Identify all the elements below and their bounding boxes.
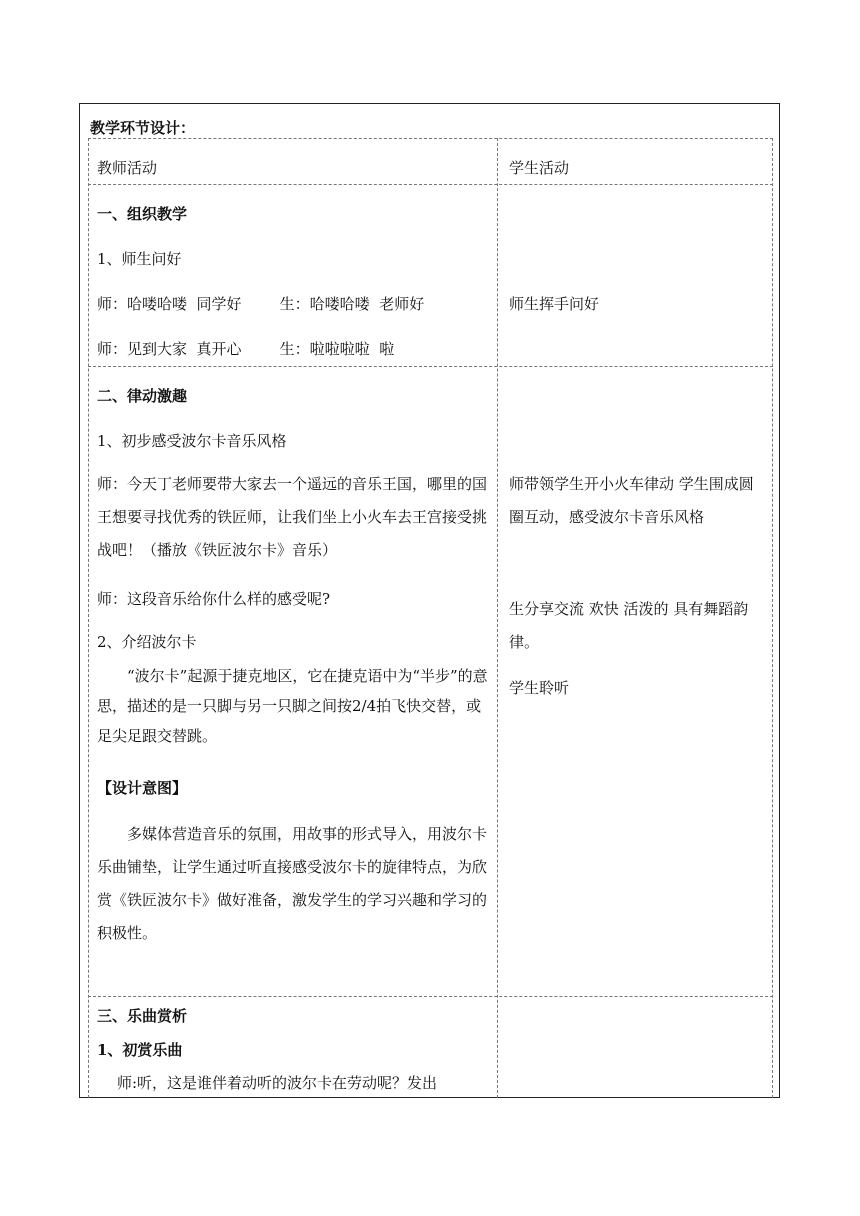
part2-student-activity1: 师带领学生开小火车律动 学生围成圆圈互动，感受波尔卡音乐风格 (509, 475, 754, 526)
part3-title: 三、乐曲赏析 (97, 1007, 188, 1025)
part1-dialogue-line2: 师：见到大家 真开心 生：啦啦啦啦 啦 (97, 340, 395, 358)
part2-item2: 2、介绍波尔卡 (97, 633, 197, 651)
column-divider (497, 138, 498, 1098)
student-column-header: 学生活动 (509, 159, 570, 177)
design-intent-text: 多媒体营造音乐的氛围，用故事的形式导入，用波尔卡乐曲铺垫，让学生通过听直接感受波尔卡的旋律特点，为欣赏《铁匠波尔卡》做好准备，激发学生的学习兴趣和学习的积极性。 (97, 825, 488, 942)
part1-student-activity: 师生挥手问好 (509, 295, 600, 313)
row-divider (88, 366, 773, 367)
part1-item1: 1、师生问好 (97, 250, 182, 268)
part3-line1: 师:听，这是谁伴着动听的波尔卡在劳动呢？发出 (117, 1074, 438, 1092)
part2-item1: 1、初步感受波尔卡音乐风格 (97, 432, 287, 450)
part2-title: 二、律动激趣 (97, 387, 188, 405)
part2-story-paragraph: 师：今天丁老师要带大家去一个遥远的音乐王国，哪里的国王想要寻找优秀的铁匠师，让我们坐上小火车去王宫接受挑战吧！（播放《铁匠波尔卡》音乐） (97, 475, 488, 559)
part1-title: 一、组织教学 (97, 205, 188, 223)
part3-item1: 1、初赏乐曲 (97, 1041, 183, 1059)
part2-question: 师：这段音乐给你什么样的感受呢? (97, 590, 331, 608)
part2-student-activity2: 生分享交流 欢快 活泼的 具有舞蹈韵律。 (509, 600, 749, 651)
part2-polka-intro: “波尔卡”起源于捷克地区，它在捷克语中为“半步”的意思，描述的是一只脚与另一只脚之间按2/4拍飞快交替，或足尖足跟交替跳。 (97, 667, 488, 745)
design-intent-title: 【设计意图】 (97, 779, 188, 797)
teacher-column-header: 教师活动 (97, 159, 158, 177)
row-divider (88, 996, 773, 997)
part2-student-activity3: 学生聆听 (509, 679, 570, 697)
row-divider (88, 184, 773, 185)
part1-dialogue-line1: 师：哈喽哈喽 同学好 生：哈喽哈喽 老师好 (97, 295, 425, 313)
section-heading: 教学环节设计： (90, 119, 196, 137)
